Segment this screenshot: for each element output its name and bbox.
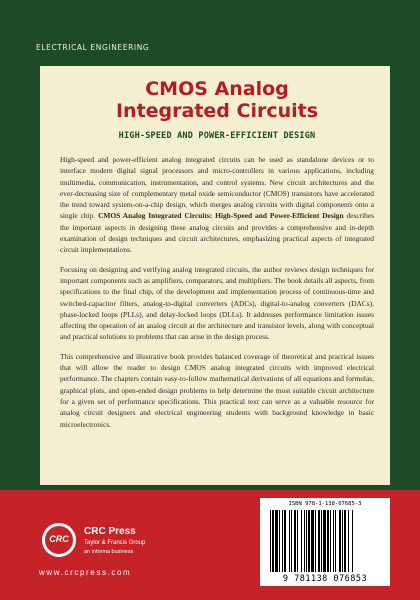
description-paragraph-3: This comprehensive and illustrative book provides balanced coverage of theoretical and practical issues that will allow the reader to design CMOS analog integrated circuits with improved electrical performance. The chapters contain easy-to-follow mathematical derivations of all equations and formulas, graphical plots, and open-ended design problems to help determine the most suitable circuit architecture for a given set of performance specifications. This practical text can serve as a valuable resource for analog circuit designers and electrical engineering students with background knowledge in basic microelectronics. — [60, 351, 374, 429]
crc-logo-icon: CRC — [42, 523, 76, 557]
category-label: ELECTRICAL ENGINEERING — [36, 43, 150, 52]
barcode — [260, 498, 390, 586]
book-description — [60, 154, 374, 430]
description-paragraph-2: Focusing on designing and verifying analog integrated circuits, the author reviews design techniques for important components such as amplifiers, comparators, and multipliers. The book details all aspects, from specifications to the final chip, of the development and implementation process of continuous-time and switched-capacitor filters, analog-to-digital converters (ADCs), digital-to-analog converters (DACs), phase-locked loops (PLLs), and delay-locked loops (DLLs). It addresses performance limitation issues affecting the operation of an analog circuit at the architecture and transistor levels, along with conceptual and practical solutions to problems that can arise in the design process. — [60, 264, 374, 342]
publisher-name: CRC Press — [84, 526, 136, 537]
cover-panel — [40, 66, 390, 485]
publisher-footer — [0, 490, 420, 600]
isbn-label: ISBN 978-1-138-07685-3 — [288, 501, 362, 507]
publisher-website: www.crcpress.com — [39, 568, 132, 577]
book-title — [60, 78, 374, 122]
title-line-2: Integrated Circuits — [115, 100, 319, 122]
description-paragraph-1: High-speed and power-efficient analog integrated circuits can be used as standalone devices or to interface modern digital signal processors and micro-controllers in various applications, including multimedia, communication, instrumentation, and control systems. New circuit architectures and the ever-decreasing size of complementary metal oxide semiconductor (CMOS) transistors have accelerated the trend toward system-on-a-chip design, which merges analog circuits with digital components onto a single chip. CMOS Analog Integrated Circuits: High-Speed and Power-Efficient Design describes the important aspects in designing these analog circuits and provides a comprehensive and in-depth examination of design techniques and circuit architectures, emphasizing practical aspects of integrated circuit implementations. — [60, 155, 374, 255]
publisher-group: Taylor & Francis Group — [84, 540, 146, 546]
isbn-number: 9 781138 076853 — [282, 574, 368, 584]
description-book-title: CMOS Analog Integrated Circuits: High-Speed and Power-Efficient Design — [98, 211, 344, 221]
book-subtitle: HIGH-SPEED AND POWER-EFFICIENT DESIGN — [118, 131, 316, 141]
barcode-bars-icon — [270, 510, 382, 572]
title-line-1: CMOS Analog — [145, 78, 289, 100]
publisher-informa: an informa business — [84, 549, 134, 555]
